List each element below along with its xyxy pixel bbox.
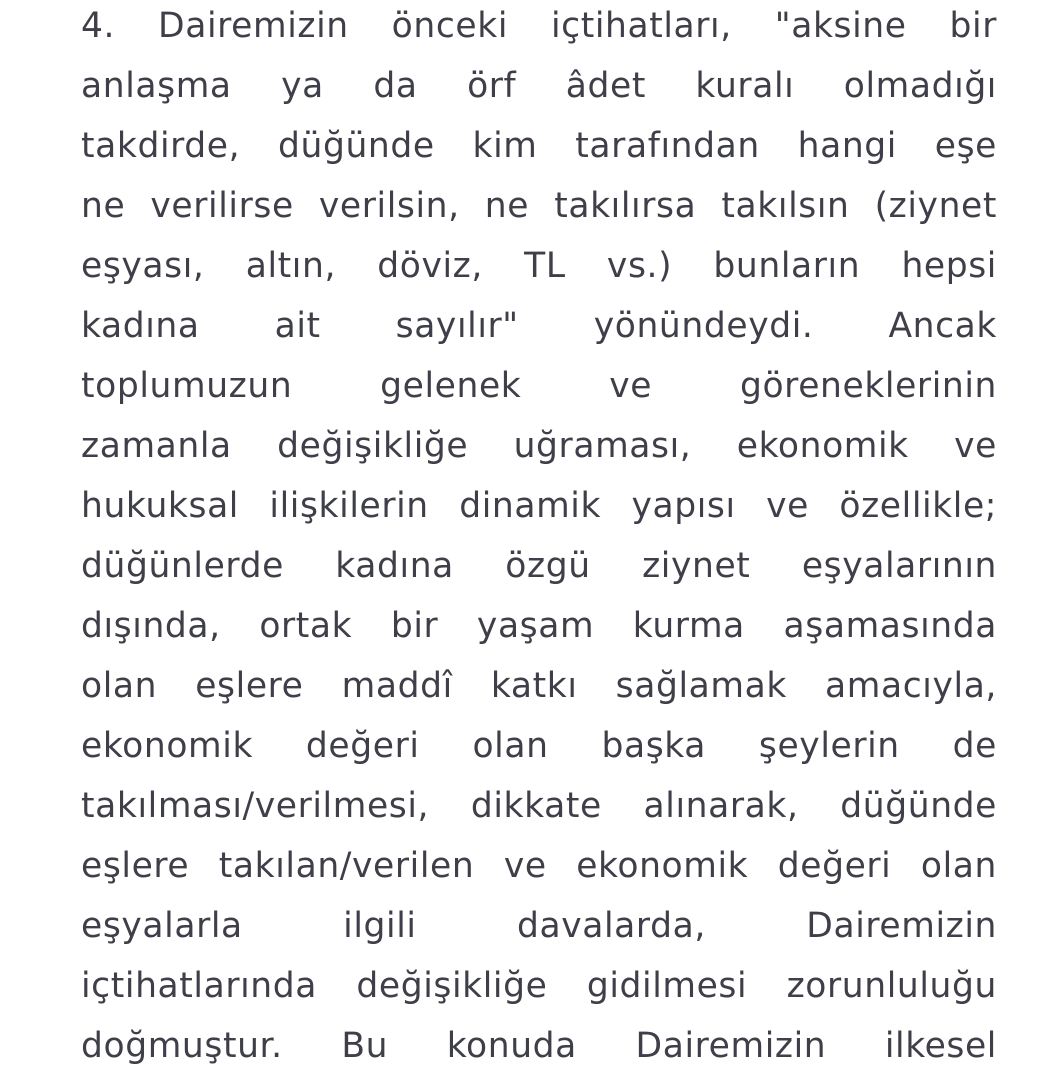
text-line: eşlere takılan/verilen ve ekonomik değeri olan [81,846,997,886]
text-line: eşyası, altın, döviz, TL vs.) bunların hepsi [81,246,997,286]
text-line: takdirde, düğünde kim tarafından hangi eşe [81,126,997,166]
text-line: ekonomik değeri olan başka şeylerin de [81,726,997,766]
text-line: doğmuştur. Bu konuda Dairemizin ilkesel [81,1026,997,1066]
text-line: toplumuzun gelenek ve göreneklerinin [81,366,997,406]
text-line: içtihatlarında değişikliğe gidilmesi zorunluluğu [81,966,997,1006]
text-line: kadına ait sayılır" yönündeydi. Ancak [81,306,997,346]
text-line: anlaşma ya da örf âdet kuralı olmadığı [81,66,997,106]
text-line: zamanla değişikliğe uğraması, ekonomik ve [81,426,997,466]
text-line: ne verilirse verilsin, ne takılırsa takılsın (ziynet [81,186,997,226]
text-line: takılması/verilmesi, dikkate alınarak, düğünde [81,786,997,826]
text-line: hukuksal ilişkilerin dinamik yapısı ve özellikle; [81,486,997,526]
text-line: olan eşlere maddî katkı sağlamak amacıyla, [81,666,997,706]
text-line: dışında, ortak bir yaşam kurma aşamasında [81,606,997,646]
text-line: düğünlerde kadına özgü ziynet eşyalarının [81,546,997,586]
text-line: 4. Dairemizin önceki içtihatları, "aksine bir [81,6,997,46]
text-line: eşyalarla ilgili davalarda, Dairemizin [81,906,997,946]
document-body [81,0,997,1080]
